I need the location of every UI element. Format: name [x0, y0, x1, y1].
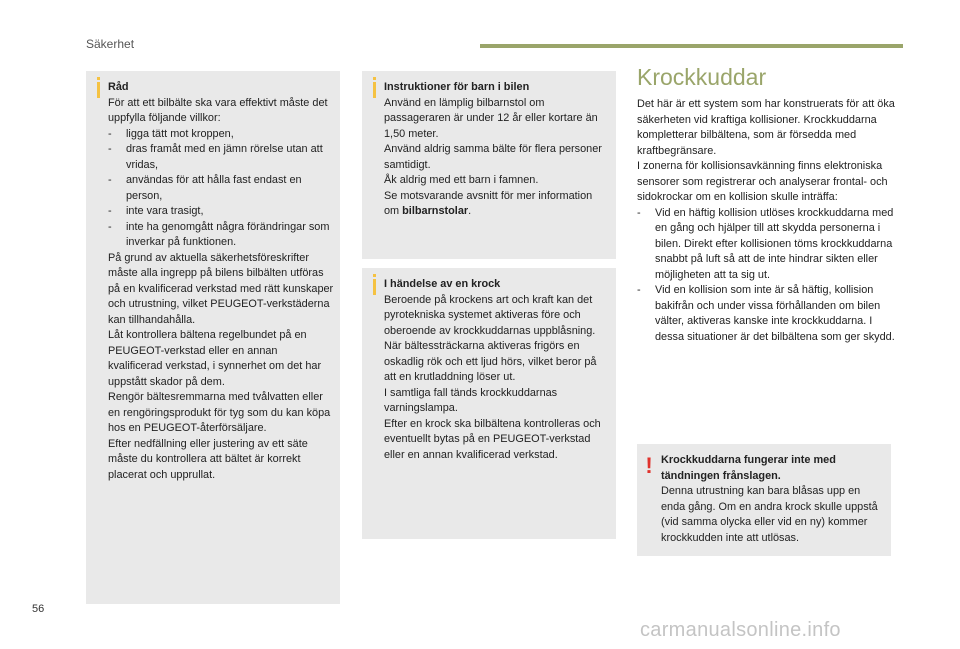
- child-line: Åk aldrig med ett barn i famnen.: [384, 174, 539, 186]
- info-icon: [97, 82, 100, 98]
- warning-icon: !: [645, 453, 653, 478]
- advice-paragraph: På grund av aktuella säkerhetsföreskrifter måste alla ingrepp på bilens bilbälten utföras på en kvalificerad verkstad med rätt kunskaper och utrustning, vilket PEUGEOT-verkstäderna kan tillhandahålla.: [108, 251, 334, 326]
- crash-panel: [362, 268, 616, 539]
- advice-title: Råd: [108, 81, 129, 93]
- child-more-suffix: .: [468, 205, 472, 217]
- child-instructions-panel: [362, 71, 616, 259]
- advice-paragraph: Låt kontrollera bältena regelbundet på en PEUGEOT-verkstad eller en annan kvalificerad verkstad, i synnerhet om det har uppstått skador på dem.: [108, 329, 322, 388]
- warning-text: Denna utrustning kan bara blåsas upp en enda gång. Om en andra krock skulle uppstå (vid samma olycka eller vid en ny) kommer krockkudden inte att utlösas.: [661, 485, 878, 544]
- info-icon: [373, 82, 376, 98]
- list-item: - användas för att hålla fast endast en person,: [108, 173, 334, 204]
- crash-title: I händelse av en krock: [384, 278, 501, 290]
- child-seats-reference: bilbarnstolar: [402, 205, 469, 217]
- advice-intro: För att ett bilbälte ska vara effektivt måste det uppfylla följande villkor:: [108, 96, 328, 124]
- crash-paragraph: I samtliga fall tänds krockkuddarnas varningslampa.: [384, 386, 558, 414]
- crash-paragraph: Efter en krock ska bilbältena kontrolleras och eventuellt bytas på en PEUGEOT-verkstad eller en annan kvalificerad verkstad.: [384, 417, 601, 461]
- watermark: carmanualsonline.info: [640, 619, 841, 641]
- list-item: - ligga tätt mot kroppen,: [108, 127, 334, 143]
- crash-paragraph: Beroende på krockens art och kraft kan det pyrotekniska systemet aktiveras före och oberoende av krockkuddarnas uppblåsning. När bältessträckarna aktiveras frigörs en oskadlig rök och ett ljud hörs, vilket beror på att en krutladdning löser ut.: [384, 293, 597, 383]
- advice-paragraph: Efter nedfällning eller justering av ett säte måste du kontrollera att bältet är korrekt placerat och upprullat.: [108, 437, 308, 481]
- child-more-info: [384, 189, 610, 220]
- airbags-paragraph: Det här är ett system som har konstruerats för att öka säkerheten vid kraftiga kollisioner. Krockkuddarna kompletterar bilbältena, som är försedda med kraftbegränsare.: [637, 98, 895, 157]
- list-item: - dras framåt med en jämn rörelse utan att vridas,: [108, 142, 334, 173]
- child-more-prefix: Se motsvarande avsnitt för mer information om: [384, 189, 593, 217]
- child-line: Använd en lämplig bilbarnstol om passageraren är under 12 år eller kortare än 1,50 meter.: [384, 96, 598, 140]
- warning-panel: [637, 444, 891, 556]
- child-title: Instruktioner för barn i bilen: [384, 81, 530, 93]
- list-item-text: inte vara trasigt,: [126, 205, 204, 217]
- header-divider: [480, 44, 903, 48]
- list-item-text: dras framåt med en jämn rörelse utan att vridas,: [126, 143, 323, 171]
- advice-paragraph: Rengör bältesremmarna med tvålvatten eller en rengöringsprodukt för tyg som du kan köpa hos en PEUGEOT-återförsäljare.: [108, 391, 331, 434]
- airbags-body: [637, 97, 895, 345]
- list-item: - Vid en häftig kollision utlöses krockkuddarna med en gång och hjälper till att skydda personerna i bilen. Direkt efter kollisionen töms krockkuddarna snabbt på luft så att de inte hindrar sikten eller möjligheten att ta sig ut.: [637, 206, 895, 284]
- list-item-text: ligga tätt mot kroppen,: [126, 127, 234, 140]
- list-item-text: användas för att hålla fast endast en person,: [126, 174, 302, 202]
- list-item-text: Vid en kollision som inte är så häftig, kollision bakifrån och under vissa förhållanden om bilen välter, aktiveras kanske inte krockkuddarna. I dessa situationer är det bilbältena som ger skydd.: [655, 284, 895, 343]
- advice-panel: [86, 71, 340, 604]
- airbags-paragraph: I zonerna för kollisionsavkänning finns elektroniska sensorer som registrerar och analyserar frontal- och sidokrockar om en kollision skulle inträffa:: [637, 160, 888, 203]
- page-title: Krockkuddar: [637, 64, 767, 90]
- list-item: - inte vara trasigt,: [108, 204, 334, 220]
- child-line: Använd aldrig samma bälte för flera personer samtidigt.: [384, 143, 602, 171]
- page-number: 56: [32, 603, 45, 615]
- list-item-text: Vid en häftig kollision utlöses krockkuddarna med en gång och hjälper till att skydda personerna i bilen. Direkt efter kollisionen töms krockkuddarna snabbt på luft så att de inte hindrar sikten eller möjligheten att ta sig ut.: [655, 206, 894, 281]
- list-item: - Vid en kollision som inte är så häftig, kollision bakifrån och under vissa förhållanden om bilen välter, aktiveras kanske inte krockkuddarna. I dessa situationer är det bilbältena som ger skydd.: [637, 283, 895, 345]
- section-label: Säkerhet: [86, 37, 135, 51]
- list-item-text: inte ha genomgått några förändringar som inverkar på funktionen.: [126, 220, 330, 248]
- list-item: - inte ha genomgått några förändringar som inverkar på funktionen.: [108, 220, 334, 251]
- info-icon: [373, 279, 376, 295]
- warning-title: Krockkuddarna fungerar inte med tändningen frånslagen.: [661, 454, 836, 482]
